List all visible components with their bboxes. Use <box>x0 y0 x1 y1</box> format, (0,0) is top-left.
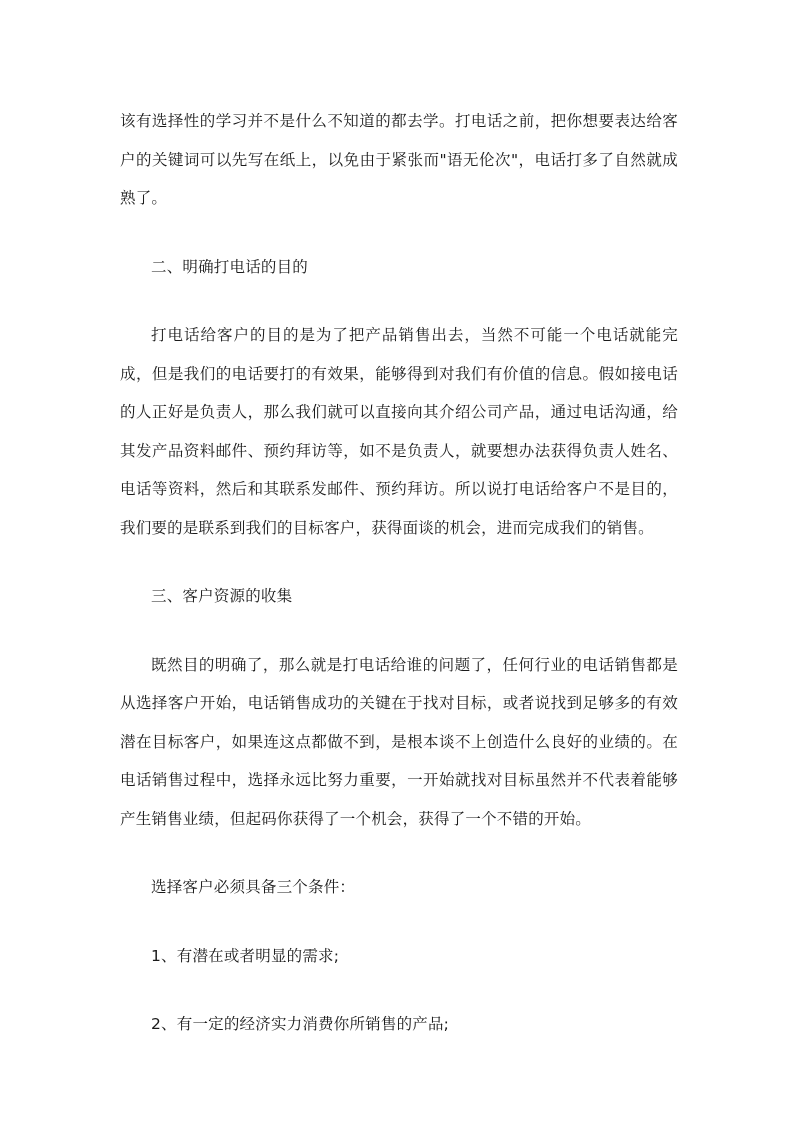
paragraph-intro-continuation: 该有选择性的学习并不是什么不知道的都去学。打电话之前，把你想要表达给客户的关键词可以先写在纸上，以免由于紧张而"语无伦次"，电话打多了自然就成熟了。 <box>120 112 678 207</box>
paragraph-customer-selection: 既然目的明确了，那么就是打电话给谁的问题了，任何行业的电话销售都是从选择客户开始，电话销售成功的关键在于找对目标，或者说找到足够多的有效潜在目标客户，如果连这点都做不到，是根本谈不上创造什么良好的业绩的。在电话销售过程中，选择永远比努力重要，一开始就找对目标虽然并不代表着能够产生销售业绩，但起码你获得了一个机会，获得了一个不错的开始。 <box>120 655 678 828</box>
section-heading-customer-resources: 三、客户资源的收集 <box>151 587 293 605</box>
paragraph-purpose: 打电话给客户的目的是为了把产品销售出去，当然不可能一个电话就能完成，但是我们的电话要打的有效果，能够得到对我们有价值的信息。假如接电话的人正好是负责人，那么我们就可以直接向其介绍公司产品，通过电话沟通，给其发产品资料邮件、预约拜访等，如不是负责人，就要想办法获得负责人姓名、电话等资料，然后和其联系发邮件、预约拜访。所以说打电话给客户不是目的，我们要的是联系到我们的目标客户，获得面谈的机会，进而完成我们的销售。 <box>120 326 678 537</box>
paragraph-three-conditions: 选择客户必须具备三个条件： <box>151 878 356 896</box>
document-body <box>120 102 678 1044</box>
section-heading-purpose: 二、明确打电话的目的 <box>151 257 309 276</box>
list-item-condition-2: 2、有一定的经济实力消费你所销售的产品; <box>151 1015 450 1033</box>
list-item-condition-1: 1、有潜在或者明显的需求; <box>151 946 340 965</box>
